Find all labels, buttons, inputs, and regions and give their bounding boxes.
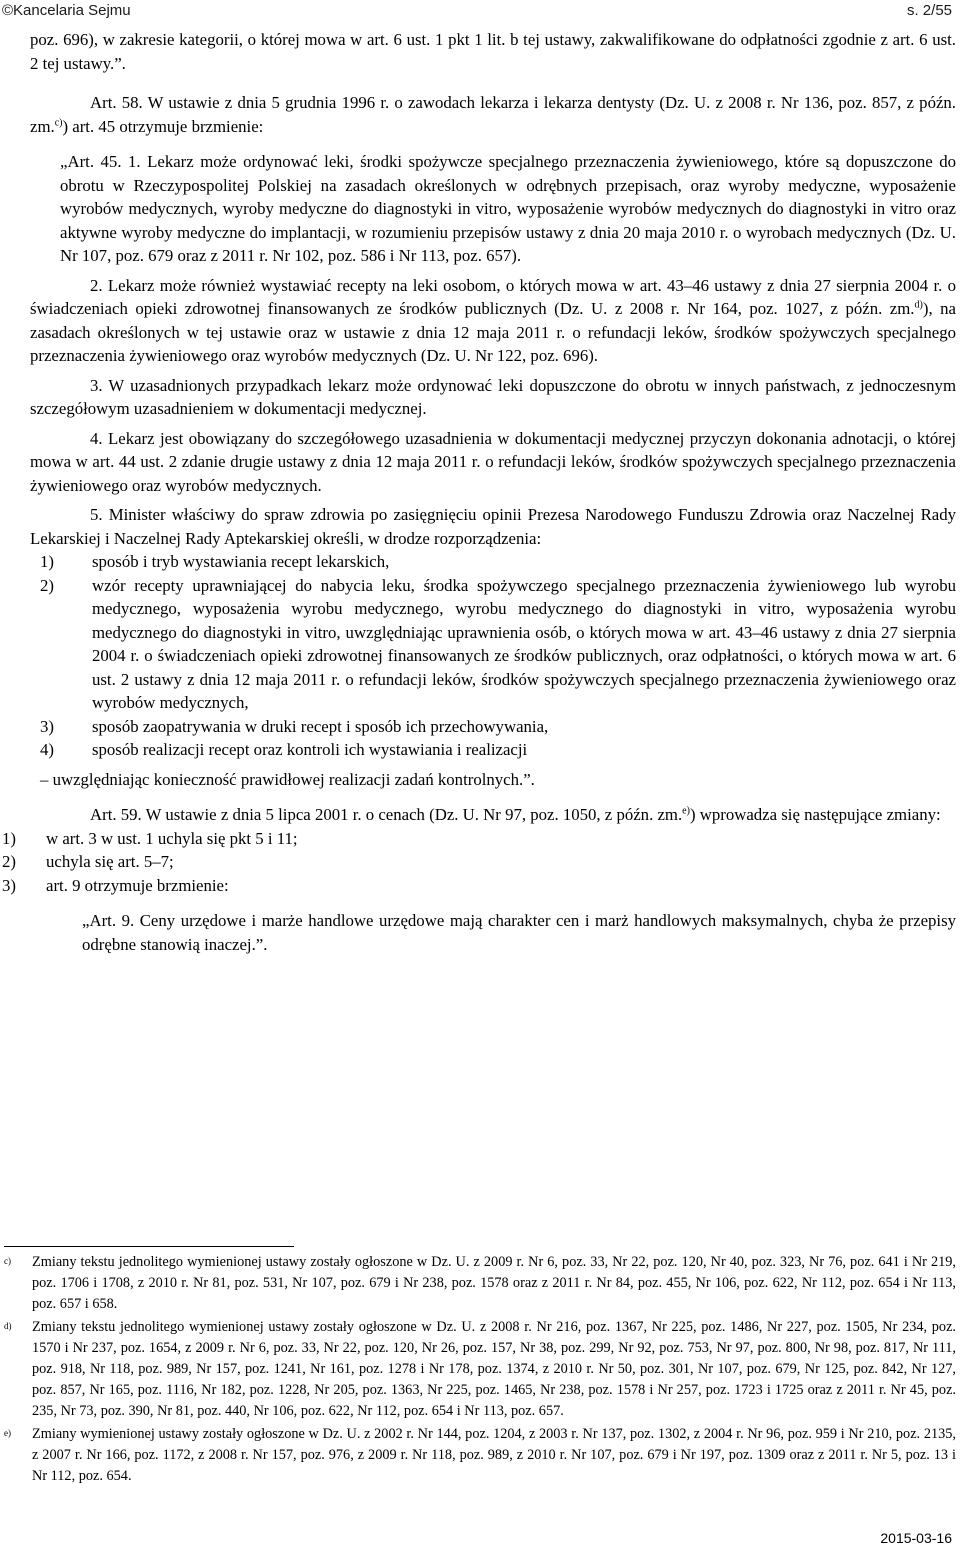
- list-item-number: 4): [40, 740, 54, 759]
- article-58: Art. 58. W ustawie z dnia 5 grudnia 1996 r. o zawodach lekarza i lekarza dentysty (Dz. U. z 2008 r. Nr 136, poz. 857, z późn. zm.$^{c)}$) art. 45 otrzymuje brzmienie:: [30, 93, 956, 136]
- list-item-number: 1): [2, 828, 16, 848]
- list-item-number: 3): [40, 716, 54, 736]
- article-9-quote: „Art. 9. Ceny urzędowe i marże handlowe urzędowe mają charakter cen i marż handlowych maksymalnych, chyba że przepisy odrębne stanowią inaczej.”.: [82, 911, 956, 954]
- list-item-text: sposób i tryb wystawiania recept lekarskich,: [92, 552, 390, 571]
- list-item-text: sposób realizacji recept oraz kontroli ich wystawiania i realizacji: [92, 740, 528, 759]
- page-header: [0, 0, 960, 24]
- footnote: [4, 1317, 956, 1423]
- list-item: [30, 738, 956, 762]
- footnote-mark: e): [4, 1427, 11, 1438]
- footnotes: [4, 1252, 956, 1488]
- paragraph-continuation: poz. 696), w zakresie kategorii, o której mowa w art. 6 ust. 1 pkt 1 lit. b tej ustawy, zakwalifikowane do odpłatności zgodnie z art. 6 ust. 2 tej ustawy.”.: [30, 30, 956, 73]
- article-45-para-1: „Art. 45. 1. Lekarz może ordynować leki, środki spożywcze specjalnego przeznaczenia żywieniowego, które są dopuszczone do obrotu w Rzeczypospolitej Polskiej na zasadach określonych w odrębnych przepisach, oraz wyroby medyczne, wyposażenie wyrobów medycznych, wyroby medyczne do diagnostyki in vitro, wyposażenie wyrobów medycznych do diagnostyki in vitro oraz aktywne wyroby medyczne do implantacji, w rozumieniu przepisów ustawy z dnia 20 maja 2010 r. o wyrobach medycznych (Dz. U. Nr 107, poz. 679 oraz z 2011 r. Nr 102, poz. 586 i Nr 113, poz. 657).: [60, 152, 956, 265]
- footnote-text: Zmiany wymienionej ustawy zostały ogłoszone w Dz. U. z 2002 r. Nr 144, poz. 1204, z 2003 r. Nr 137, poz. 1302, z 2004 r. Nr 96, poz. 959 i Nr 210, poz. 2135, z 2007 r. Nr 166, poz. 1172, z 2008 r. Nr 157, poz. 976, z 2009 r. Nr 118, poz. 989, z 2010 r. Nr 107, poz. 679 i Nr 197, poz. 1309 oraz z 2011 r. Nr 5, poz. 13 i Nr 112, poz. 654.: [32, 1425, 956, 1485]
- list-item-number: 2): [2, 852, 16, 871]
- list-item-text: wzór recepty uprawniającej do nabycia leku, środka spożywczego specjalnego przeznaczenia żywieniowego lub wyrobu medycznego, wyposażenia wyrobu medycznego, wyrobu medycznego do diagnostyki in vitro, wyposażenia wyrobu medycznego do diagnostyki in vitro, uwzględniając uprawnienia osób, o których mowa w art. 43–46 ustawy z dnia 27 sierpnia 2004 r. o świadczeniach opieki zdrowotnej finansowanych ze środków publicznych, oraz odpłatności, o których mowa w art. 6 ust. 2 ustawy z dnia 12 maja 2011 r. o refundacji leków, środków spożywczych specjalnego przeznaczenia żywieniowego oraz wyrobów medycznych,: [92, 575, 956, 712]
- article-45-para-5: 5. Minister właściwy do spraw zdrowia po zasięgnięciu opinii Prezesa Narodowego Funduszu Zdrowia oraz Naczelnej Rady Lekarskiej i Naczelnej Rady Aptekarskiej określi, w drodze rozporządzenia:: [30, 505, 956, 548]
- footnote-ref-d: d): [914, 299, 923, 311]
- footnote-text: Zmiany tekstu jednolitego wymienionej ustawy zostały ogłoszone w Dz. U. z 2009 r. Nr 6, poz. 33, Nr 22, poz. 120, Nr 40, poz. 323, Nr 76, poz. 641 i Nr 219, poz. 1706 i 1708, z 2010 r. Nr 81, poz. 531, Nr 107, poz. 679 i Nr 238, poz. 1578 oraz z 2011 r. Nr 84, poz. 455, Nr 106, poz. 622, Nr 112, poz. 654 i Nr 113, poz. 657 i 658.: [32, 1254, 956, 1313]
- list-item: [2, 874, 956, 898]
- closing-dash-clause: – uwzględniając konieczność prawidłowej realizacji zadań kontrolnych.”.: [40, 769, 535, 789]
- footnote-ref-c: c): [54, 116, 63, 128]
- footnote-ref-e: e): [682, 805, 690, 817]
- list-item: [30, 574, 956, 715]
- document-body: [2, 24, 956, 956]
- list-item-text: uchyla się art. 5–7;: [46, 852, 174, 871]
- footnote: [4, 1424, 956, 1488]
- list-item: [2, 827, 956, 851]
- header-source: ©Kancelaria Sejmu: [2, 2, 131, 19]
- article-59: Art. 59. W ustawie z dnia 5 lipca 2001 r. o cenach (Dz. U. Nr 97, poz. 1050, z późn. zm.$^{e)}$) wprowadza się następujące zmiany:: [90, 805, 941, 824]
- list-item: [2, 850, 956, 874]
- list-item-text: art. 9 otrzymuje brzmienie:: [46, 875, 229, 895]
- list-item-number: 3): [2, 875, 16, 895]
- footnote-mark: c): [4, 1256, 11, 1266]
- footnote: [4, 1252, 956, 1316]
- list-item-text: w art. 3 w ust. 1 uchyla się pkt 5 i 11;: [46, 828, 298, 848]
- list-item-text: sposób zaopatrywania w druki recept i sposób ich przechowywania,: [92, 716, 549, 736]
- article-45-para-4: 4. Lekarz jest obowiązany do szczegółowego uzasadnienia w dokumentacji medycznej przyczyn dokonania adnotacji, o której mowa w art. 44 ust. 2 zdanie drugie ustawy z dnia 12 maja 2011 r. o refundacji leków, środków spożywczych specjalnego przeznaczenia żywieniowego oraz wyrobów medycznych.: [30, 428, 956, 495]
- article-45-para-3: 3. W uzasadnionych przypadkach lekarz może ordynować leki dopuszczone do obrotu w innych państwach, z jednoczesnym szczegółowym uzasadnieniem w dokumentacji medycznej.: [30, 375, 956, 418]
- footnote-divider: [4, 1246, 294, 1247]
- footnote-mark: d): [4, 1320, 12, 1331]
- article-45-para-2: 2. Lekarz może również wystawiać recepty na leki osobom, o których mowa w art. 43–46 ustawy z dnia 27 sierpnia 2004 r. o świadczeniach opieki zdrowotnej finansowanych ze środków publicznych (Dz. U. z 2008 r. Nr 164, poz. 1027, z późn. zm.$^{d)}$), na zasadach określonych w tej ustawie oraz w ustawie z dnia 12 maja 2011 r. o refundacji leków, środków spożywczych specjalnego przeznaczenia żywieniowego oraz wyrobów medycznych (Dz. U. Nr 122, poz. 696).: [30, 275, 956, 365]
- list-item: [30, 715, 956, 739]
- document-date: 2015-03-16: [880, 1530, 952, 1546]
- list-item-number: 1): [40, 552, 54, 571]
- footnote-text: Zmiany tekstu jednolitego wymienionej ustawy zostały ogłoszone w Dz. U. z 2008 r. Nr 216, poz. 1367, Nr 225, poz. 1486, Nr 227, poz. 1505, Nr 234, poz. 1570 i Nr 237, poz. 1654, z 2009 r. Nr 6, poz. 33, Nr 22, poz. 120, Nr 26, poz. 157, Nr 38, poz. 299, Nr 92, poz. 753, Nr 97, poz. 800, Nr 98, poz. 817, Nr 111, poz. 918, Nr 118, poz. 989, Nr 157, poz. 1241, Nr 161, poz. 1278 i Nr 178, poz. 1374, z 2010 r. Nr 50, poz. 301, Nr 107, poz. 679, Nr 125, poz. 842, Nr 127, poz. 857, Nr 165, poz. 1116, Nr 182, poz. 1228, Nr 205, poz. 1363, Nr 225, poz. 1465, Nr 238, poz. 1578 i Nr 257, poz. 1723 i 1725 oraz z 2011 r. Nr 45, poz. 235, Nr 73, poz. 390, Nr 81, poz. 440, Nr 106, poz. 622, Nr 112, poz. 654 i Nr 113, poz. 657.: [32, 1318, 956, 1420]
- page-number: s. 2/55: [906, 2, 952, 19]
- list-item-number: 2): [40, 575, 54, 595]
- list-item: [30, 550, 956, 574]
